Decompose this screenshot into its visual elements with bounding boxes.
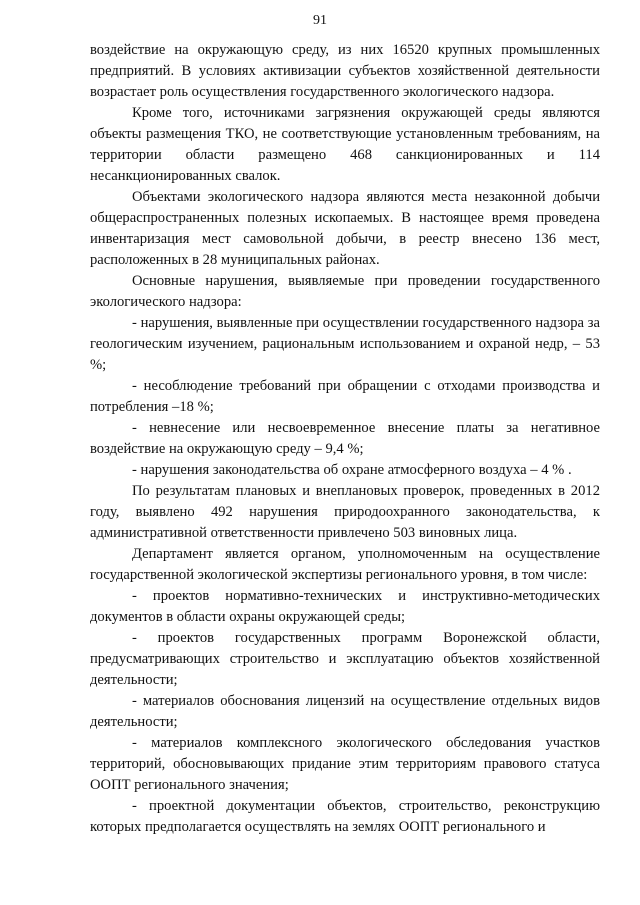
- paragraph: воздействие на окружающую среду, из них 16520 крупных промышленных предприятий. В условиях активизации субъектов хозяйственной деятельности возрастает роль осуществления государственного экологического надзора.: [90, 42, 600, 100]
- list-item: - проектной документации объектов, строительство, реконструкцию которых предполагается осуществлять на землях ООПТ регионального и: [90, 798, 600, 835]
- paragraph: Департамент является органом, уполномоченным на осуществление государственной экологической экспертизы регионального уровня, в том числе:: [90, 546, 600, 583]
- paragraph: Основные нарушения, выявляемые при проведении государственного экологического надзора:: [90, 273, 600, 310]
- list-item: - материалов комплексного экологического обследования участков территорий, обосновывающих придание этим территориям правового статуса ООПТ регионального значения;: [90, 735, 600, 793]
- paragraph: Объектами экологического надзора являются места незаконной добычи общераспространенных полезных ископаемых. В настоящее время проведена инвентаризация мест самовольной добычи, в реестр внесено 136 мест, расположенных в 28 муниципальных районах.: [90, 189, 600, 268]
- paragraph: Кроме того, источниками загрязнения окружающей среды являются объекты размещения ТКО, не соответствующие установленным требованиям, на территории области размещено 468 санкционированных и 114 несанкционированных свалок.: [90, 105, 600, 184]
- list-item: - материалов обоснования лицензий на осуществление отдельных видов деятельности;: [90, 693, 600, 730]
- list-item: - проектов государственных программ Воронежской области, предусматривающих строительство и эксплуатацию объектов хозяйственной деятельности;: [90, 630, 600, 688]
- paragraph: По результатам плановых и внеплановых проверок, проведенных в 2012 году, выявлено 492 нарушения природоохранного законодательства, к административной ответственности привлечено 503 виновных лица.: [90, 483, 600, 541]
- page-number: 91: [313, 13, 327, 28]
- list-item: - нарушения, выявленные при осуществлении государственного надзора за геологическим изучением, рациональным использованием и охраной недр, – 53 %;: [90, 315, 600, 373]
- list-item: - невнесение или несвоевременное внесение платы за негативное воздействие на окружающую среду – 9,4 %;: [90, 420, 600, 457]
- list-item: - несоблюдение требований при обращении с отходами производства и потребления –18 %;: [90, 378, 600, 415]
- list-item: - нарушения законодательства об охране атмосферного воздуха – 4 % .: [132, 462, 572, 478]
- document-body: [90, 40, 600, 838]
- list-item: - проектов нормативно-технических и инструктивно-методических документов в области охраны окружающей среды;: [90, 588, 600, 625]
